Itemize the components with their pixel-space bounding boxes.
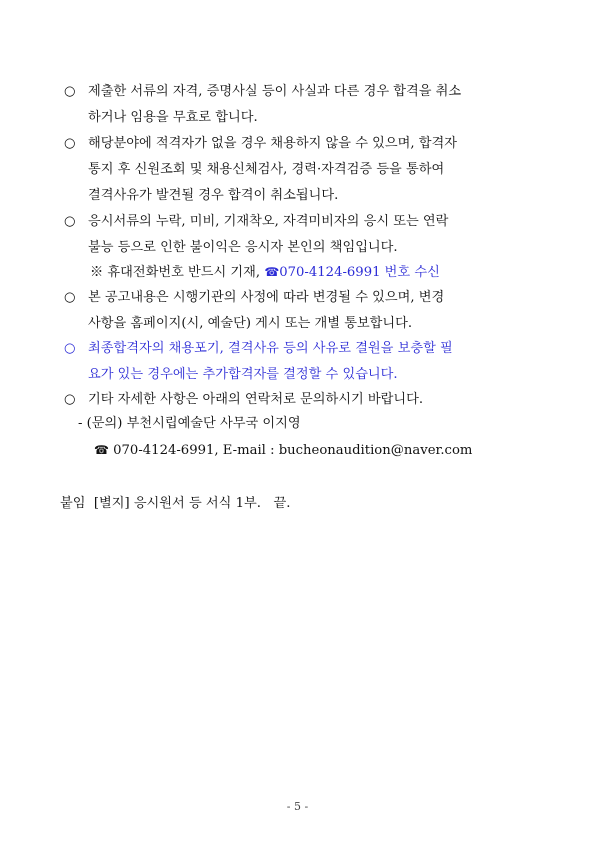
contact-detail — [94, 437, 472, 464]
notice-item-1-line-1: 제출한 서류의 자격, 증명사실 등이 사실과 다른 경우 합격을 취소 — [88, 84, 462, 99]
notice-item-4 — [64, 285, 544, 337]
notice-item-3-line-1: 응시서류의 누락, 미비, 기재착오, 자격미비자의 응시 또는 연락 — [88, 214, 449, 229]
phone-note — [90, 259, 440, 286]
phone-icon: ☎ — [94, 443, 109, 457]
notice-item-2-line-2: 통지 후 신원조회 및 채용신체검사, 경력·자격검증 등을 통하여 — [88, 162, 445, 177]
contact-line: - (문의) 부천시립예술단 사무국 이지영 — [78, 416, 301, 431]
notice-item-2-line-1: 해당분야에 적격자가 없을 경우 채용하지 않을 수 있으며, 합격자 — [88, 136, 457, 151]
notice-item-3-line-2: 불능 등으로 인한 불이익은 응시자 본인의 책임입니다. — [88, 240, 398, 255]
notice-item-2 — [64, 131, 544, 209]
notice-item-5-line-2: 요가 있는 경우에는 추가합격자를 결정할 수 있습니다. — [88, 367, 398, 382]
notice-item-5 — [64, 336, 544, 388]
note-mark: ※ — [90, 265, 104, 280]
note-phone: 070-4124-6991 번호 수신 — [279, 265, 440, 280]
notice-item-5-line-1: 최종합격자의 채용포기, 결격사유 등의 사유로 결원을 보충할 필 — [88, 341, 453, 356]
notice-item-1-line-2: 하거나 임용을 무효로 합니다. — [88, 110, 258, 125]
note-text: 휴대전화번호 반드시 기재, — [107, 265, 261, 280]
notice-item-4-line-1: 본 공고내용은 시행기관의 사정에 따라 변경될 수 있으며, 변경 — [88, 290, 445, 305]
notice-item-2-line-3: 결격사유가 발견될 경우 합격이 취소됩니다. — [88, 188, 339, 203]
bullet-circle: ○ — [64, 136, 76, 151]
notice-item-6-line-1: 기타 자세한 사항은 아래의 연락처로 문의하시기 바랍니다. — [88, 392, 424, 407]
bullet-circle: ○ — [64, 341, 76, 356]
bullet-circle: ○ — [64, 392, 76, 407]
notice-item-1 — [64, 79, 544, 131]
notice-item-3 — [64, 209, 544, 261]
attachment-line: 붙임 [별지] 응시원서 등 서식 1부. 끝. — [60, 496, 291, 511]
bullet-circle: ○ — [64, 84, 76, 99]
bullet-circle: ○ — [64, 214, 76, 229]
notice-item-6 — [64, 387, 544, 413]
page-number: - 5 - — [286, 800, 309, 813]
notice-item-4-line-2: 사항을 홈페이지(시, 예술단) 게시 또는 개별 통보합니다. — [88, 316, 413, 331]
phone-icon: ☎ — [264, 265, 280, 279]
contact-phone-email: 070-4124-6991, E-mail : bucheonaudition@naver.com — [113, 443, 473, 458]
bullet-circle: ○ — [64, 290, 76, 305]
